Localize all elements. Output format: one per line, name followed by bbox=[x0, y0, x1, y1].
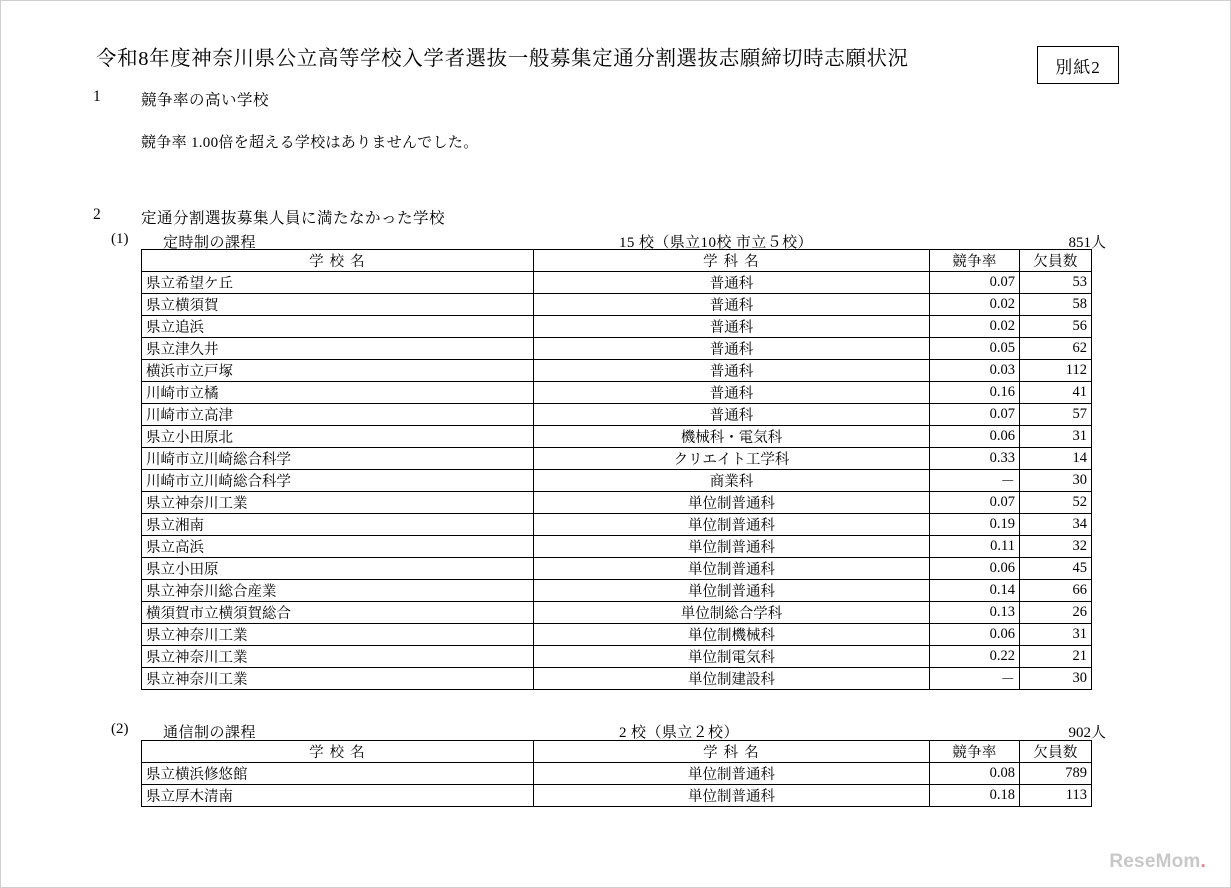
cell-ratio: 0.33 bbox=[930, 448, 1020, 470]
column-header-school: 学 校 名 bbox=[142, 741, 534, 763]
table-correspondence-courses bbox=[141, 740, 1092, 807]
cell-school: 県立神奈川工業 bbox=[142, 624, 534, 646]
cell-school: 県立追浜 bbox=[142, 316, 534, 338]
column-header-ratio: 競争率 bbox=[930, 250, 1020, 272]
cell-course: 機械科・電気科 bbox=[534, 426, 930, 448]
cell-vacancy: 32 bbox=[1020, 536, 1092, 558]
cell-school: 横浜市立戸塚 bbox=[142, 360, 534, 382]
section2-heading: 定通分割選抜募集人員に満たなかった学校 bbox=[141, 210, 446, 227]
column-header-vacancy: 欠員数 bbox=[1020, 741, 1092, 763]
cell-ratio: 0.16 bbox=[930, 382, 1020, 404]
cell-vacancy: 31 bbox=[1020, 426, 1092, 448]
section1-body-text: 競争率 1.00倍を超える学校はありませんでした。 bbox=[141, 135, 479, 151]
cell-school: 川崎市立川崎総合科学 bbox=[142, 448, 534, 470]
cell-school: 県立小田原 bbox=[142, 558, 534, 580]
column-header-ratio: 競争率 bbox=[930, 741, 1020, 763]
cell-course: クリエイト工学科 bbox=[534, 448, 930, 470]
cell-school: 県立神奈川工業 bbox=[142, 668, 534, 690]
cell-vacancy: 52 bbox=[1020, 492, 1092, 514]
cell-course: 普通科 bbox=[534, 338, 930, 360]
cell-school: 県立津久井 bbox=[142, 338, 534, 360]
cell-ratio: － bbox=[930, 470, 1020, 492]
attachment-label: 別紙2 bbox=[1055, 57, 1101, 77]
cell-course: 普通科 bbox=[534, 360, 930, 382]
cell-ratio: 0.14 bbox=[930, 580, 1020, 602]
cell-course: 単位制普通科 bbox=[534, 785, 930, 807]
subsection-2-label: (2) bbox=[111, 721, 129, 737]
cell-vacancy: 14 bbox=[1020, 448, 1092, 470]
cell-ratio: － bbox=[930, 668, 1020, 690]
subsection-1-total: 851人 bbox=[1068, 235, 1106, 251]
page-title: 令和8年度神奈川県公立高等学校入学者選抜一般募集定通分割選抜志願締切時志願状況 bbox=[96, 48, 909, 70]
cell-ratio: 0.19 bbox=[930, 514, 1020, 536]
cell-course: 単位制建設科 bbox=[534, 668, 930, 690]
cell-school: 県立横須賀 bbox=[142, 294, 534, 316]
cell-ratio: 0.08 bbox=[930, 763, 1020, 785]
cell-ratio: 0.13 bbox=[930, 602, 1020, 624]
subsection-1-name: 定時制の課程 bbox=[163, 235, 257, 251]
column-header-course: 学 科 名 bbox=[534, 250, 930, 272]
cell-ratio: 0.06 bbox=[930, 624, 1020, 646]
cell-school: 県立神奈川総合産業 bbox=[142, 580, 534, 602]
cell-vacancy: 30 bbox=[1020, 668, 1092, 690]
cell-ratio: 0.05 bbox=[930, 338, 1020, 360]
cell-vacancy: 30 bbox=[1020, 470, 1092, 492]
cell-ratio: 0.06 bbox=[930, 558, 1020, 580]
cell-school: 県立高浜 bbox=[142, 536, 534, 558]
cell-ratio: 0.18 bbox=[930, 785, 1020, 807]
cell-vacancy: 56 bbox=[1020, 316, 1092, 338]
column-header-school: 学 校 名 bbox=[142, 250, 534, 272]
table-row bbox=[142, 558, 1092, 580]
cell-vacancy: 789 bbox=[1020, 763, 1092, 785]
table-row bbox=[142, 360, 1092, 382]
table-row bbox=[142, 763, 1092, 785]
cell-ratio: 0.07 bbox=[930, 272, 1020, 294]
table-row bbox=[142, 580, 1092, 602]
cell-course: 単位制普通科 bbox=[534, 536, 930, 558]
cell-course: 普通科 bbox=[534, 294, 930, 316]
table-row bbox=[142, 536, 1092, 558]
cell-course: 単位制普通科 bbox=[534, 763, 930, 785]
cell-course: 単位制普通科 bbox=[534, 492, 930, 514]
subsection-1-school-count: 15 校（県立10校 市立５校） bbox=[619, 235, 813, 251]
cell-course: 単位制普通科 bbox=[534, 558, 930, 580]
table-row bbox=[142, 624, 1092, 646]
table-row bbox=[142, 646, 1092, 668]
cell-course: 普通科 bbox=[534, 316, 930, 338]
cell-course: 単位制電気科 bbox=[534, 646, 930, 668]
cell-course: 普通科 bbox=[534, 404, 930, 426]
section1-number: 1 bbox=[93, 88, 101, 105]
cell-school: 川崎市立川崎総合科学 bbox=[142, 470, 534, 492]
cell-ratio: 0.03 bbox=[930, 360, 1020, 382]
cell-ratio: 0.02 bbox=[930, 294, 1020, 316]
cell-ratio: 0.06 bbox=[930, 426, 1020, 448]
cell-vacancy: 34 bbox=[1020, 514, 1092, 536]
cell-course: 商業科 bbox=[534, 470, 930, 492]
table-row bbox=[142, 272, 1092, 294]
cell-vacancy: 66 bbox=[1020, 580, 1092, 602]
watermark bbox=[1109, 851, 1206, 873]
cell-course: 単位制普通科 bbox=[534, 580, 930, 602]
cell-school: 県立湘南 bbox=[142, 514, 534, 536]
section1-heading: 競争率の高い学校 bbox=[141, 92, 270, 109]
cell-course: 普通科 bbox=[534, 382, 930, 404]
table-row bbox=[142, 602, 1092, 624]
cell-school: 横須賀市立横須賀総合 bbox=[142, 602, 534, 624]
cell-vacancy: 26 bbox=[1020, 602, 1092, 624]
table-row bbox=[142, 294, 1092, 316]
table-row bbox=[142, 382, 1092, 404]
cell-course: 普通科 bbox=[534, 272, 930, 294]
cell-vacancy: 21 bbox=[1020, 646, 1092, 668]
cell-school: 県立厚木清南 bbox=[142, 785, 534, 807]
table-row bbox=[142, 426, 1092, 448]
subsection-2-total: 902人 bbox=[1068, 725, 1106, 741]
cell-school: 県立神奈川工業 bbox=[142, 492, 534, 514]
cell-vacancy: 57 bbox=[1020, 404, 1092, 426]
table-row bbox=[142, 316, 1092, 338]
column-header-course: 学 科 名 bbox=[534, 741, 930, 763]
table-row bbox=[142, 668, 1092, 690]
cell-ratio: 0.11 bbox=[930, 536, 1020, 558]
cell-vacancy: 113 bbox=[1020, 785, 1092, 807]
table-row bbox=[142, 785, 1092, 807]
subsection-2-school-count: 2 校（県立２校） bbox=[619, 725, 739, 741]
table-header-row bbox=[142, 741, 1092, 763]
cell-school: 川崎市立高津 bbox=[142, 404, 534, 426]
cell-school: 川崎市立橘 bbox=[142, 382, 534, 404]
cell-school: 県立小田原北 bbox=[142, 426, 534, 448]
attachment-label-box bbox=[1037, 46, 1119, 84]
cell-school: 県立希望ケ丘 bbox=[142, 272, 534, 294]
cell-vacancy: 53 bbox=[1020, 272, 1092, 294]
table-row bbox=[142, 404, 1092, 426]
table-row bbox=[142, 492, 1092, 514]
table-row bbox=[142, 514, 1092, 536]
cell-course: 単位制機械科 bbox=[534, 624, 930, 646]
table-header-row bbox=[142, 250, 1092, 272]
cell-ratio: 0.07 bbox=[930, 492, 1020, 514]
cell-school: 県立横浜修悠館 bbox=[142, 763, 534, 785]
section2-number: 2 bbox=[93, 206, 101, 223]
cell-vacancy: 62 bbox=[1020, 338, 1092, 360]
watermark-text: ReseMom bbox=[1109, 851, 1201, 872]
cell-vacancy: 45 bbox=[1020, 558, 1092, 580]
cell-vacancy: 41 bbox=[1020, 382, 1092, 404]
cell-vacancy: 31 bbox=[1020, 624, 1092, 646]
watermark-dot: . bbox=[1200, 851, 1206, 872]
table-row bbox=[142, 338, 1092, 360]
cell-ratio: 0.07 bbox=[930, 404, 1020, 426]
cell-vacancy: 112 bbox=[1020, 360, 1092, 382]
column-header-vacancy: 欠員数 bbox=[1020, 250, 1092, 272]
table-part-time-courses bbox=[141, 249, 1092, 690]
cell-course: 単位制普通科 bbox=[534, 514, 930, 536]
cell-vacancy: 58 bbox=[1020, 294, 1092, 316]
table-row bbox=[142, 448, 1092, 470]
cell-ratio: 0.02 bbox=[930, 316, 1020, 338]
cell-course: 単位制総合学科 bbox=[534, 602, 930, 624]
subsection-2-name: 通信制の課程 bbox=[163, 725, 257, 741]
cell-school: 県立神奈川工業 bbox=[142, 646, 534, 668]
cell-ratio: 0.22 bbox=[930, 646, 1020, 668]
subsection-1-label: (1) bbox=[111, 231, 129, 247]
table-row bbox=[142, 470, 1092, 492]
